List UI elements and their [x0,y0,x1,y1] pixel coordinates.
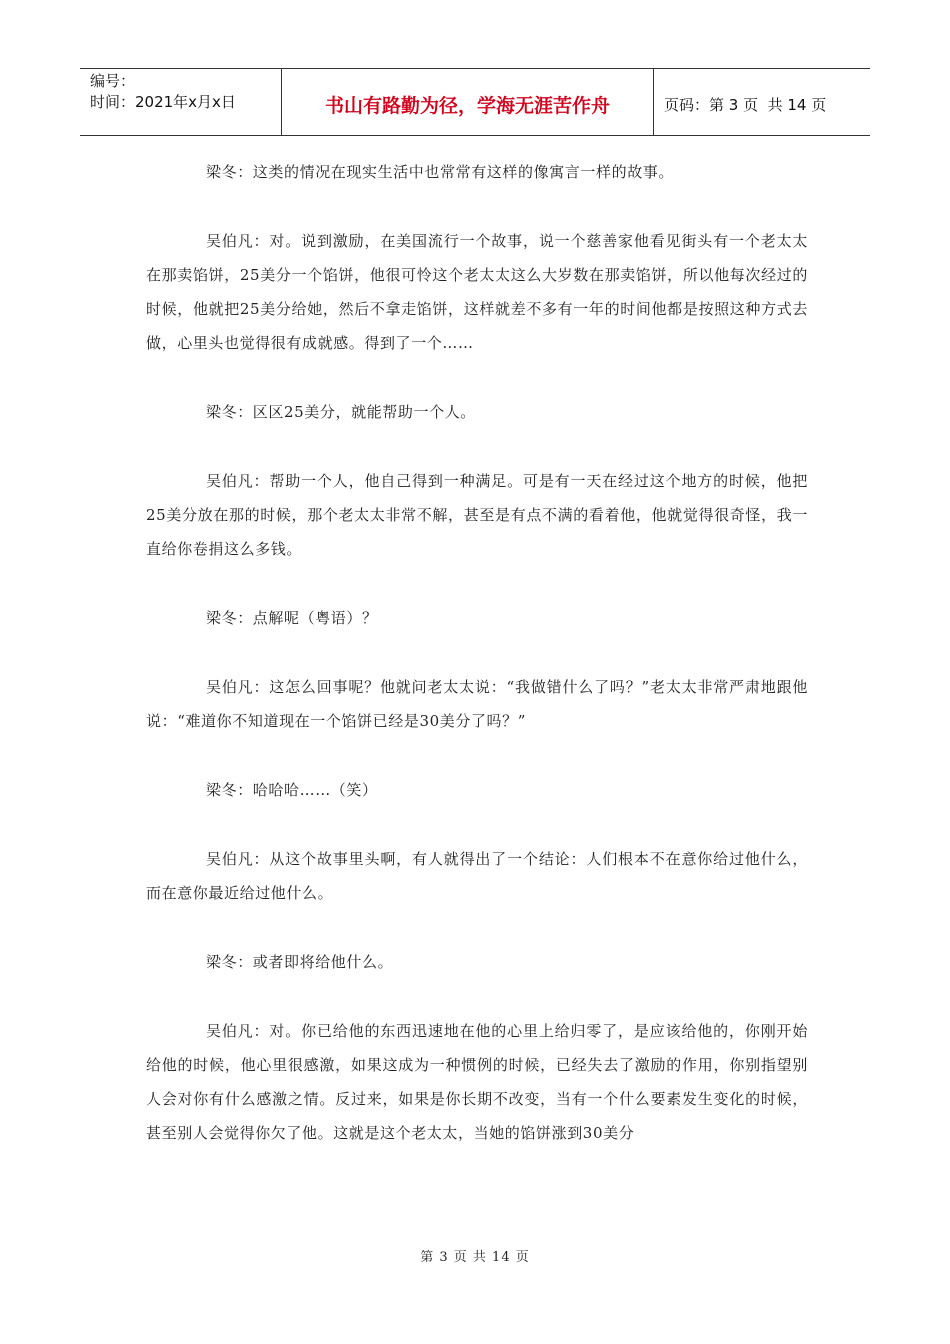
date-label: 时间：2021年x月x日 [90,93,236,111]
dialogue-paragraph: 梁冬：这类的情况在现实生活中也常常有这样的像寓言一样的故事。 [206,163,675,181]
dialogue-paragraph: 吴伯凡：对。你已给他的东西迅速地在他的心里上给归零了，是应该给他的，你刚开始给他的时候，他心里很感激，如果这成为一种惯例的时候，已经失去了激励的作用，你别指望别人会对你有什么感激之情。反过来，如果是你长期不改变，当有一个什么要素发生变化的时候，甚至别人会觉得你欠了他。这就是这个老太太，当她的馅饼涨到30美分 [146,1022,808,1142]
dialogue-paragraph: 吴伯凡：从这个故事里头啊，有人就得出了一个结论：人们根本不在意你给过他什么，而在意你最近给过他什么。 [146,850,808,902]
number-label: 编号： [90,72,136,90]
dialogue-paragraph: 梁冬：哈哈哈……（笑） [206,781,378,799]
dialogue-paragraph: 梁冬：区区25美分，就能帮助一个人。 [206,403,476,421]
dialogue-paragraph: 吴伯凡：这怎么回事呢？他就问老太太说：“我做错什么了吗？”老太太非常严肃地跟他说：“难道你不知道现在一个馅饼已经是30美分了吗？” [146,678,808,730]
page-header [80,68,870,136]
dialogue-paragraph: 吴伯凡：对。说到激励，在美国流行一个故事，说一个慈善家他看见街头有一个老太太在那卖馅饼，25美分一个馅饼，他很可怜这个老太太这么大岁数在那卖馅饼，所以他每次经过的时候，他就把25美分给她，然后不拿走馅饼，这样就差不多有一年的时间他都是按照这种方式去做，心里头也觉得很有成就感。得到了一个…… [146,232,808,352]
dialogue-paragraph: 吴伯凡：帮助一个人，他自己得到一种满足。可是有一天在经过这个地方的时候，他把25美分放在那的时候，那个老太太非常不解，甚至是有点不满的看着他，他就觉得很奇怪，我一直给你卷捐这么多钱。 [146,472,808,558]
page-footer: 第 3 页 共 14 页 [420,1250,530,1265]
dialogue-paragraph: 梁冬：或者即将给他什么。 [206,953,394,971]
document-body [146,155,808,1185]
header-page-info: 页码：第 3 页 共 14 页 [664,95,827,114]
header-meta-cell [80,69,282,135]
header-motto: 书山有路勤为径，学海无涯苦作舟 [282,69,654,135]
dialogue-paragraph: 梁冬：点解呢（粤语）？ [206,609,378,627]
